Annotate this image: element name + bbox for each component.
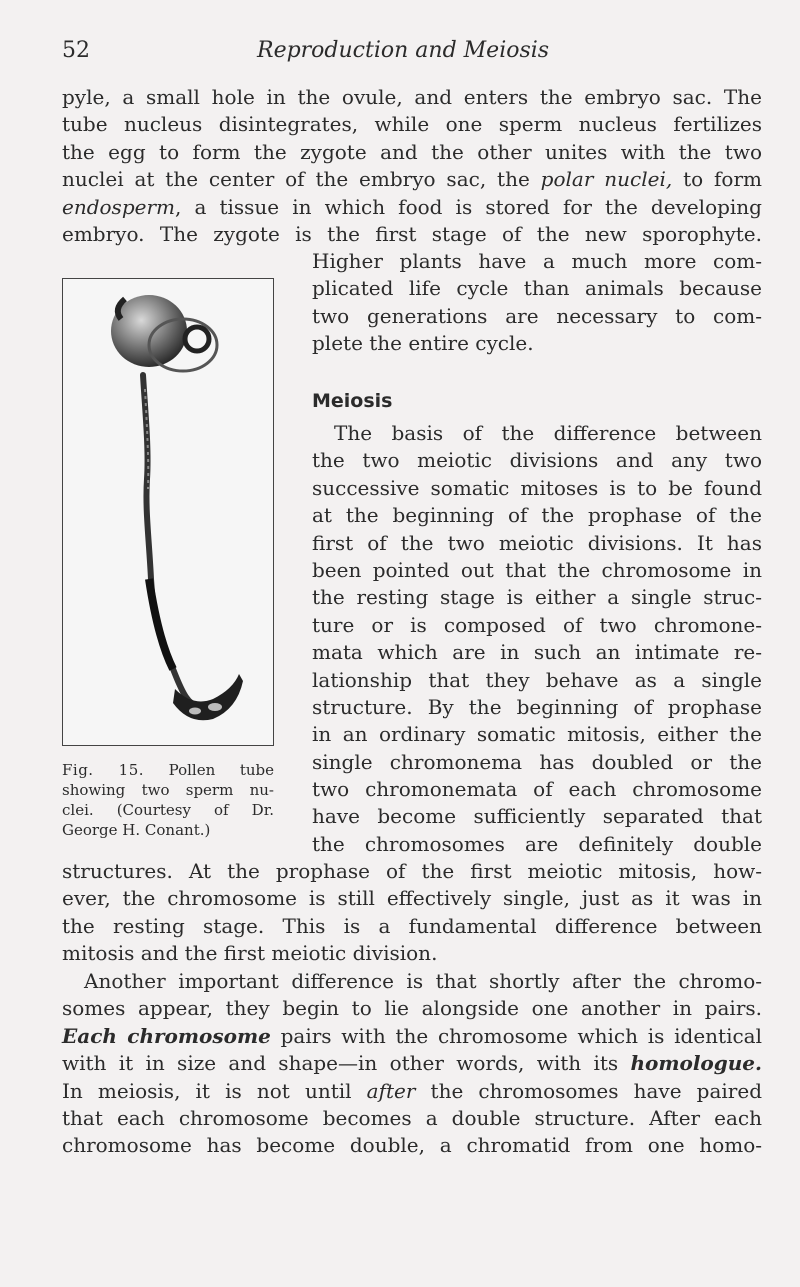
caption-line: clei. (Courtesy of Dr. [62, 801, 274, 819]
text-line: two generations are necessary to com- [312, 303, 762, 328]
text-line: Each chromosome pairs with the chromosome which is identical [62, 1023, 762, 1048]
page-header [62, 38, 760, 72]
text-line: tube nucleus disintegrates, while one sperm nucleus fertilizes [62, 112, 762, 137]
section-heading: Meiosis [312, 390, 393, 412]
text-line: mitosis and the first meiotic division. [62, 941, 438, 966]
text-line: been pointed out that the chromosome in [312, 557, 762, 582]
text-line: the egg to form the zygote and the other unites with the two [62, 139, 762, 164]
caption-line: George H. Conant.) [62, 821, 211, 839]
text-line: in an ordinary somatic mitosis, either the [312, 722, 762, 747]
text-line: single chromonema has doubled or the [312, 749, 762, 774]
pollen-tube-illustration [63, 279, 272, 744]
top-paragraph [62, 84, 762, 248]
text-line: Higher plants have a much more com- [312, 249, 762, 273]
page-number: 52 [62, 38, 90, 63]
text-line: plete the entire cycle. [312, 331, 534, 356]
text-line: Another important difference is that shortly after the chromo- [84, 969, 762, 993]
text-line: lationship that they behave as a single [312, 667, 762, 692]
sperm-nucleus [189, 708, 201, 715]
meiosis-paragraph [312, 420, 762, 858]
term-after: after [366, 1078, 416, 1103]
caption-line: showing two sperm nu- [62, 781, 274, 799]
running-head: Reproduction and Meiosis [257, 38, 550, 63]
text-line: ever, the chromosome is still effectively single, just as it was in [62, 886, 762, 911]
term-homologue: homologue. [630, 1051, 762, 1076]
text-line: with it in size and shape—in other words, with its homologue. [62, 1051, 762, 1076]
text-line: mata which are in such an intimate re- [312, 640, 762, 665]
homologue-paragraph [62, 968, 762, 1160]
text-line: ture or is composed of two chromone- [312, 612, 762, 637]
side-paragraph [312, 248, 762, 358]
caption-line: Fig. 15. Pollen tube [62, 761, 274, 779]
text-line: successive somatic mitoses is to be found [312, 475, 762, 500]
text-line: the two meiotic divisions and any two [312, 448, 762, 473]
text-line: plicated life cycle than animals because [312, 276, 762, 301]
text-line: the resting stage is either a single struc- [312, 585, 762, 610]
text-line: pyle, a small hole in the ovule, and enters the embryo sac. The [62, 85, 762, 109]
term-each-chromosome: Each chromosome [62, 1023, 271, 1048]
text-line: at the beginning of the prophase of the [312, 503, 762, 528]
text-line: first of the two meiotic divisions. It has [312, 530, 762, 555]
term-endosperm: endosperm [62, 194, 175, 219]
tube-tip [173, 674, 243, 720]
text-line: have become sufficiently separated that [312, 804, 762, 829]
text-line: endosperm, a tissue in which food is stored for the developing [62, 194, 762, 219]
text-line: chromosome has become double, a chromatid from one homo- [62, 1133, 762, 1158]
term-polar-nuclei: polar nuclei, [540, 167, 673, 192]
text-line: embryo. The zygote is the first stage of the new sporophyte. [62, 221, 762, 246]
meiosis-paragraph-continued [62, 858, 762, 968]
sperm-nucleus [208, 703, 222, 711]
text-line: structure. By the beginning of prophase [312, 694, 762, 719]
figure-caption [62, 760, 274, 840]
text-line: structures. At the prophase of the first meiotic mitosis, how- [62, 859, 762, 883]
text-line: the resting stage. This is a fundamental difference between [62, 913, 762, 938]
figure-pollen-tube [62, 278, 274, 746]
text-line: In meiosis, it is not until after the chromosomes have paired [62, 1078, 762, 1103]
text-line: that each chromosome becomes a double structure. After each [62, 1105, 762, 1130]
text-line: the chromosomes are definitely double [312, 831, 762, 856]
text-line: nuclei at the center of the embryo sac, the polar nuclei, to form [62, 167, 763, 192]
figure-label: Fig. 15. [62, 761, 145, 779]
text-line: two chromonemata of each chromosome [312, 777, 762, 802]
text-line: The basis of the difference between [334, 421, 762, 445]
text-line: somes appear, they begin to lie alongside one another in pairs. [62, 996, 762, 1021]
